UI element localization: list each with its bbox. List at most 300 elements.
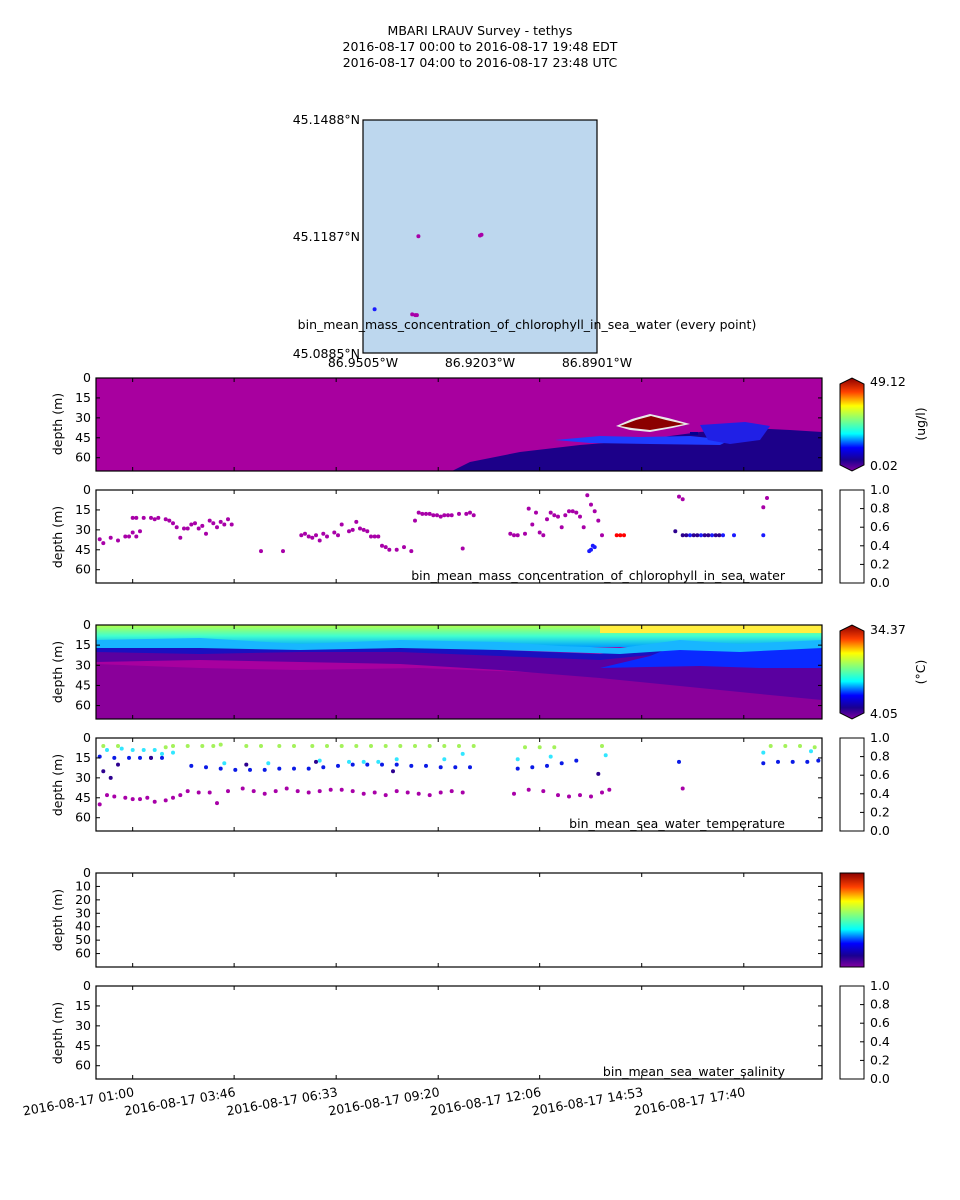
chl-section-ylabel: depth (m) xyxy=(50,392,65,456)
chl-point-118 xyxy=(732,533,736,537)
temp-point-58 xyxy=(160,756,164,760)
chl-section-ytick-label-2: 30 xyxy=(75,409,91,425)
sal-section-ytick-label-5: 50 xyxy=(75,932,91,948)
temp-point-77 xyxy=(453,765,457,769)
chl-colorbar xyxy=(840,378,864,471)
temp-section-ytick-label-3: 45 xyxy=(75,677,91,693)
sal-points-ytick-label-0: 0 xyxy=(83,978,91,993)
xtick-label-4: 2016-08-17 12:06 xyxy=(428,1084,543,1119)
chl-point-15 xyxy=(164,517,168,521)
temp-point-82 xyxy=(560,761,564,765)
temp-points-ytick-label-4: 60 xyxy=(75,809,91,825)
temp-point-120 xyxy=(307,791,311,795)
temp-point-114 xyxy=(241,787,245,791)
map-point-0 xyxy=(416,234,420,238)
chl-point-55 xyxy=(376,535,380,539)
sal-colorbar xyxy=(840,873,864,967)
chl-points-colorbar xyxy=(840,490,864,583)
temp-point-86 xyxy=(776,760,780,764)
temp-point-8 xyxy=(244,744,248,748)
temp-point-101 xyxy=(123,796,127,800)
chl-point-6 xyxy=(131,531,135,535)
temp-point-65 xyxy=(277,767,281,771)
chl-point-101 xyxy=(596,519,600,523)
temp-point-116 xyxy=(263,792,267,796)
sal-section-ytick-label-2: 20 xyxy=(75,891,91,907)
sal-points-cbar-label-5: 0.0 xyxy=(870,1071,890,1086)
temp-point-17 xyxy=(384,744,388,748)
temp-point-138 xyxy=(556,793,560,797)
temp-point-19 xyxy=(413,744,417,748)
temp-point-136 xyxy=(527,788,531,792)
chl-point-0 xyxy=(98,537,102,541)
temp-point-10 xyxy=(277,744,281,748)
temp-point-27 xyxy=(600,744,604,748)
chl-point-45 xyxy=(336,533,340,537)
temp-section-ytick-label-1: 15 xyxy=(75,637,91,653)
temp-colorbar-max: 34.37 xyxy=(870,622,906,637)
chl-point-38 xyxy=(307,535,311,539)
chl-points-label: bin_mean_mass_concentration_of_chlorophyll_in_sea_water xyxy=(411,568,785,583)
chl-point-66 xyxy=(428,512,432,516)
chl-point-26 xyxy=(204,532,208,536)
chl-point-11 xyxy=(142,516,146,520)
chl-scatter-points xyxy=(98,493,769,553)
temp-point-89 xyxy=(816,759,820,763)
temp-point-23 xyxy=(472,744,476,748)
chl-point-99 xyxy=(589,503,593,507)
chl-point-69 xyxy=(439,515,443,519)
chl-point-79 xyxy=(512,533,516,537)
temp-point-56 xyxy=(138,756,142,760)
chl-point-53 xyxy=(369,535,373,539)
temp-point-4 xyxy=(186,744,190,748)
temp-section-ytick-label-2: 30 xyxy=(75,657,91,673)
chl-points-cbar-label-1: 0.8 xyxy=(870,500,890,516)
temp-points-cbar-label-5: 0.0 xyxy=(870,823,890,838)
temp-point-67 xyxy=(307,767,311,771)
map-lat-tick-1: 45.1488°N xyxy=(292,112,360,127)
chl-point-27 xyxy=(208,519,212,523)
temp-point-119 xyxy=(296,789,300,793)
temp-point-5 xyxy=(200,744,204,748)
temp-point-45 xyxy=(395,757,399,761)
chl-point-14 xyxy=(153,517,157,521)
temp-point-76 xyxy=(439,765,443,769)
temp-point-125 xyxy=(362,792,366,796)
map-lon-tick-2: 86.9203°W xyxy=(444,355,516,370)
temp-point-40 xyxy=(266,761,270,765)
temp-point-105 xyxy=(153,800,157,804)
temp-point-122 xyxy=(329,788,333,792)
temp-point-118 xyxy=(285,787,289,791)
chl-point-13 xyxy=(156,516,160,520)
temp-point-33 xyxy=(120,747,124,751)
chl-point-121 xyxy=(681,533,685,537)
chl-point-105 xyxy=(765,496,769,500)
chl-point-87 xyxy=(545,517,549,521)
chl-point-91 xyxy=(560,525,564,529)
temp-point-42 xyxy=(347,760,351,764)
temp-surface-warm xyxy=(600,625,822,633)
chl-point-17 xyxy=(171,521,175,525)
chl-points-ylabel: depth (m) xyxy=(50,505,65,569)
map-annotation: bin_mean_mass_concentration_of_chlorophyll_in_sea_water (every point) xyxy=(297,317,757,332)
temp-point-30 xyxy=(798,744,802,748)
temp-point-31 xyxy=(813,745,817,749)
temp-point-117 xyxy=(274,789,278,793)
chl-point-32 xyxy=(226,517,230,521)
temp-point-135 xyxy=(512,792,516,796)
chl-point-119 xyxy=(761,533,765,537)
chl-points-ytick-label-0: 0 xyxy=(83,482,91,497)
temp-colorbar-min: 4.05 xyxy=(870,706,898,721)
chl-point-16 xyxy=(167,519,171,523)
chl-point-48 xyxy=(351,528,355,532)
temp-point-100 xyxy=(112,795,116,799)
temp-point-68 xyxy=(321,765,325,769)
temp-point-72 xyxy=(380,763,384,767)
temp-point-35 xyxy=(142,748,146,752)
chl-points-ytick-label-3: 45 xyxy=(75,541,91,557)
temp-point-60 xyxy=(204,765,208,769)
chl-point-57 xyxy=(384,545,388,549)
chl-point-88 xyxy=(549,511,553,515)
temp-point-127 xyxy=(384,793,388,797)
temp-point-144 xyxy=(681,787,685,791)
chl-point-8 xyxy=(138,529,142,533)
sal-points-cbar-label-0: 1.0 xyxy=(870,978,890,993)
chl-point-33 xyxy=(230,523,234,527)
temp-point-46 xyxy=(442,757,446,761)
chl-point-46 xyxy=(340,523,344,527)
chl-point-63 xyxy=(417,511,421,515)
temp-point-20 xyxy=(428,744,432,748)
xtick-label-6: 2016-08-17 17:40 xyxy=(632,1084,747,1119)
temp-point-61 xyxy=(219,767,223,771)
chl-small-patch xyxy=(690,432,698,435)
temp-points-ylabel: depth (m) xyxy=(50,753,65,817)
xtick-label-0: 2016-08-17 01:00 xyxy=(21,1084,136,1119)
chl-point-71 xyxy=(446,513,450,517)
chl-point-124 xyxy=(695,533,699,537)
temp-point-92 xyxy=(116,763,120,767)
chl-point-52 xyxy=(365,529,369,533)
chl-point-76 xyxy=(468,511,472,515)
temp-point-128 xyxy=(395,789,399,793)
temp-point-98 xyxy=(98,802,102,806)
temp-point-7 xyxy=(219,743,223,747)
chl-point-65 xyxy=(424,512,428,516)
temp-point-96 xyxy=(391,769,395,773)
chl-point-37 xyxy=(303,532,307,536)
chl-point-104 xyxy=(681,497,685,501)
chl-point-70 xyxy=(442,513,446,517)
chl-point-4 xyxy=(123,535,127,539)
temp-point-38 xyxy=(171,751,175,755)
chl-colorbar-min: 0.02 xyxy=(870,458,898,473)
chl-point-49 xyxy=(354,520,358,524)
temp-point-95 xyxy=(314,760,318,764)
chl-point-61 xyxy=(409,549,413,553)
figure-subtitle-utc: 2016-08-17 04:00 to 2016-08-17 23:48 UTC xyxy=(342,55,618,70)
temp-point-0 xyxy=(101,744,105,748)
temp-points-label: bin_mean_sea_water_temperature xyxy=(569,816,785,831)
sal-points-ylabel: depth (m) xyxy=(50,1001,65,1065)
chl-point-89 xyxy=(552,513,556,517)
sal-section-ylabel: depth (m) xyxy=(50,888,65,952)
chl-point-51 xyxy=(362,528,366,532)
temp-point-9 xyxy=(259,744,263,748)
chl-point-5 xyxy=(127,535,131,539)
sal-points-colorbar xyxy=(840,986,864,1079)
temp-point-108 xyxy=(178,793,182,797)
temp-point-83 xyxy=(574,759,578,763)
temp-point-137 xyxy=(541,789,545,793)
sal-points-cbar-label-3: 0.4 xyxy=(870,1033,890,1049)
temp-point-78 xyxy=(468,765,472,769)
temp-point-69 xyxy=(336,764,340,768)
temp-point-134 xyxy=(461,791,465,795)
chl-point-28 xyxy=(211,521,215,525)
temp-point-18 xyxy=(398,744,402,748)
xtick-label-1: 2016-08-17 03:46 xyxy=(123,1084,237,1119)
chl-point-42 xyxy=(321,532,325,536)
chl-point-103 xyxy=(677,495,681,499)
sal-section-ytick-label-4: 40 xyxy=(75,918,91,934)
temp-colorbar-unit: (°C) xyxy=(913,659,928,685)
map-lat-tick-2: 45.1187°N xyxy=(292,229,360,244)
chl-points-cbar-label-4: 0.2 xyxy=(870,556,890,572)
temp-point-15 xyxy=(354,744,358,748)
chl-point-81 xyxy=(523,532,527,536)
chl-point-117 xyxy=(721,533,725,537)
chl-point-100 xyxy=(593,509,597,513)
chl-point-36 xyxy=(299,533,303,537)
chl-point-1 xyxy=(101,541,105,545)
temp-point-73 xyxy=(395,763,399,767)
chl-section-ytick-label-4: 60 xyxy=(75,449,91,465)
temp-point-131 xyxy=(428,793,432,797)
map-lon-tick-1: 86.9505°W xyxy=(327,355,399,370)
temp-points-cbar-label-1: 0.8 xyxy=(870,748,890,764)
chl-point-107 xyxy=(615,533,619,537)
chl-point-122 xyxy=(684,533,688,537)
chl-point-24 xyxy=(197,527,201,531)
map-lat-tick-3: 45.0885°N xyxy=(292,346,360,361)
temp-point-85 xyxy=(761,761,765,765)
temp-point-84 xyxy=(677,760,681,764)
sal-section-ytick-label-1: 10 xyxy=(75,878,91,894)
temp-point-81 xyxy=(545,764,549,768)
temp-point-3 xyxy=(171,744,175,748)
chl-point-35 xyxy=(281,549,285,553)
temp-point-75 xyxy=(424,764,428,768)
temp-points-cbar-label-0: 1.0 xyxy=(870,730,890,745)
sal-points-label: bin_mean_sea_water_salinity xyxy=(602,1064,785,1079)
chl-point-50 xyxy=(358,527,362,531)
chl-point-62 xyxy=(413,519,417,523)
temp-point-13 xyxy=(325,744,329,748)
xtick-label-3: 2016-08-17 09:20 xyxy=(327,1084,441,1119)
chl-point-106 xyxy=(761,505,765,509)
temp-point-55 xyxy=(127,756,131,760)
chl-point-83 xyxy=(530,523,534,527)
sal-points-ytick-label-4: 60 xyxy=(75,1057,91,1073)
chl-point-58 xyxy=(387,548,391,552)
sal-points-ytick-label-2: 30 xyxy=(75,1017,91,1033)
chl-point-40 xyxy=(314,533,318,537)
temp-point-94 xyxy=(244,763,248,767)
chl-points-ytick-label-2: 30 xyxy=(75,521,91,537)
chl-point-19 xyxy=(178,536,182,540)
temp-point-113 xyxy=(226,789,230,793)
chl-point-72 xyxy=(450,513,454,517)
chl-point-67 xyxy=(431,513,435,517)
chl-point-95 xyxy=(574,511,578,515)
temp-point-126 xyxy=(373,791,377,795)
temp-colorbar xyxy=(840,625,864,719)
chl-point-39 xyxy=(310,536,314,540)
temp-point-111 xyxy=(208,791,212,795)
chl-point-43 xyxy=(325,535,329,539)
temp-points-colorbar xyxy=(840,738,864,831)
temp-scatter-points xyxy=(98,743,821,807)
figure-title: MBARI LRAUV Survey - tethys xyxy=(387,23,573,38)
chl-point-9 xyxy=(131,516,135,520)
temp-point-28 xyxy=(769,744,773,748)
chl-point-84 xyxy=(534,511,538,515)
temp-point-49 xyxy=(549,755,553,759)
temp-point-32 xyxy=(105,748,109,752)
temp-point-62 xyxy=(233,768,237,772)
temp-point-102 xyxy=(131,797,135,801)
temp-point-132 xyxy=(439,791,443,795)
temp-point-121 xyxy=(318,789,322,793)
temp-point-130 xyxy=(417,792,421,796)
temp-point-74 xyxy=(409,764,413,768)
temp-point-41 xyxy=(318,759,322,763)
chl-section-panel xyxy=(50,370,928,473)
temp-point-36 xyxy=(153,748,157,752)
chl-point-126 xyxy=(706,533,710,537)
chl-point-114 xyxy=(688,533,692,537)
chl-point-68 xyxy=(435,513,439,517)
temp-point-63 xyxy=(248,768,252,772)
chl-point-77 xyxy=(472,513,476,517)
temp-point-139 xyxy=(567,795,571,799)
chl-points-cbar-label-5: 0.0 xyxy=(870,575,890,590)
chl-point-116 xyxy=(710,533,714,537)
chl-section-ytick-label-1: 15 xyxy=(75,389,91,405)
chl-point-82 xyxy=(527,507,531,511)
temp-point-47 xyxy=(461,752,465,756)
chl-point-75 xyxy=(461,547,465,551)
temp-point-90 xyxy=(101,769,105,773)
chl-point-10 xyxy=(134,516,138,520)
chl-point-97 xyxy=(582,525,586,529)
temp-points-cbar-label-2: 0.6 xyxy=(870,767,890,783)
temp-point-11 xyxy=(292,744,296,748)
chl-point-74 xyxy=(464,512,468,516)
temp-point-66 xyxy=(292,767,296,771)
chl-point-2 xyxy=(109,536,113,540)
map-point-2 xyxy=(480,233,484,237)
temp-point-123 xyxy=(340,788,344,792)
chl-point-60 xyxy=(402,545,406,549)
chl-point-94 xyxy=(571,509,575,513)
chl-point-120 xyxy=(673,529,677,533)
chl-point-21 xyxy=(186,527,190,531)
xtick-label-5: 2016-08-17 14:53 xyxy=(530,1084,645,1119)
temp-point-64 xyxy=(263,768,267,772)
temp-point-143 xyxy=(607,788,611,792)
temp-point-24 xyxy=(523,745,527,749)
chl-point-73 xyxy=(457,512,461,516)
temp-points-ytick-label-2: 30 xyxy=(75,769,91,785)
chl-point-3 xyxy=(116,539,120,543)
chl-point-64 xyxy=(420,512,424,516)
temp-point-106 xyxy=(164,798,168,802)
chl-point-115 xyxy=(699,533,703,537)
temp-point-112 xyxy=(215,801,219,805)
temp-section-panel xyxy=(50,617,928,721)
chl-point-92 xyxy=(563,513,567,517)
temp-point-54 xyxy=(112,756,116,760)
sal-points-cbar-label-1: 0.8 xyxy=(870,996,890,1012)
temp-point-140 xyxy=(578,793,582,797)
map-lon-tick-3: 86.8901°W xyxy=(561,355,633,370)
chl-point-7 xyxy=(134,535,138,539)
temp-point-70 xyxy=(351,763,355,767)
chl-points-cbar-label-2: 0.6 xyxy=(870,519,890,535)
temp-point-1 xyxy=(116,744,120,748)
temp-point-52 xyxy=(809,749,813,753)
sal-points-panel xyxy=(22,378,890,1119)
sal-section-ytick-label-0: 0 xyxy=(83,865,91,880)
temp-point-142 xyxy=(600,791,604,795)
temp-point-43 xyxy=(362,760,366,764)
temp-point-14 xyxy=(340,744,344,748)
sal-points-cbar-label-2: 0.6 xyxy=(870,1015,890,1031)
sal-section-panel xyxy=(50,865,864,967)
chl-point-41 xyxy=(318,539,322,543)
temp-point-141 xyxy=(589,795,593,799)
temp-point-103 xyxy=(138,797,142,801)
temp-point-107 xyxy=(171,796,175,800)
chl-section-ytick-label-0: 0 xyxy=(83,370,91,385)
temp-point-59 xyxy=(189,764,193,768)
temp-section-ytick-label-4: 60 xyxy=(75,697,91,713)
chl-point-111 xyxy=(587,549,591,553)
chl-point-96 xyxy=(578,515,582,519)
chl-point-93 xyxy=(567,509,571,513)
temp-point-93 xyxy=(149,756,153,760)
chl-point-80 xyxy=(516,533,520,537)
chl-points-cbar-label-3: 0.4 xyxy=(870,537,890,553)
temp-point-109 xyxy=(186,789,190,793)
temp-point-91 xyxy=(109,776,113,780)
map-panel xyxy=(293,112,757,370)
chl-point-109 xyxy=(622,533,626,537)
temp-point-21 xyxy=(442,744,446,748)
chl-point-86 xyxy=(541,533,545,537)
chl-point-123 xyxy=(692,533,696,537)
temp-point-22 xyxy=(457,744,461,748)
chl-point-34 xyxy=(259,549,263,553)
temp-point-71 xyxy=(365,763,369,767)
chl-point-20 xyxy=(182,527,186,531)
